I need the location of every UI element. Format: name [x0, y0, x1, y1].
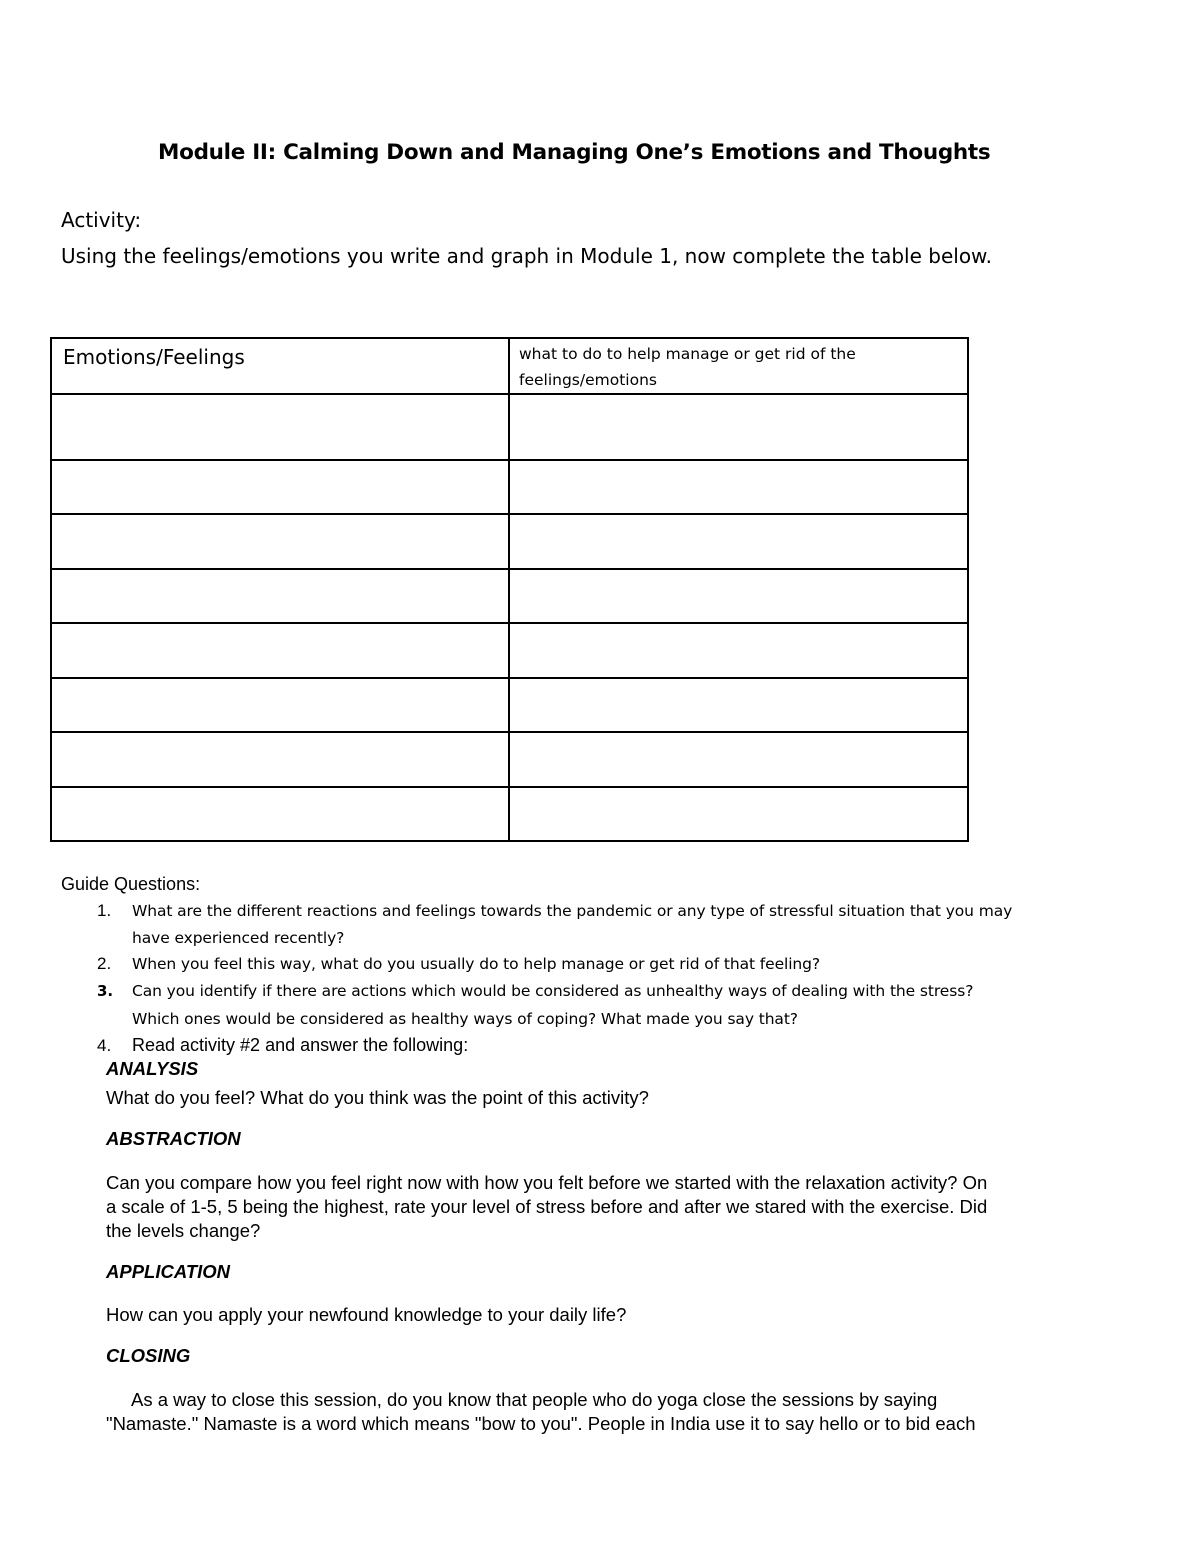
table-row [51, 787, 968, 841]
table-row [51, 569, 968, 623]
action-cell[interactable] [509, 732, 968, 787]
emotion-cell[interactable] [51, 569, 509, 623]
emotion-cell[interactable] [51, 787, 509, 841]
table-row [51, 514, 968, 569]
abstraction-heading: ABSTRACTION [106, 1128, 241, 1149]
question-text: What are the different reactions and feelings towards the pandemic or any type of stressful situation that you may [132, 902, 1013, 920]
closing-text-line: As a way to close this session, do you know that people who do yoga close the sessions by saying [131, 1389, 938, 1410]
emotions-table [50, 337, 969, 842]
analysis-heading: ANALYSIS [106, 1058, 199, 1079]
action-cell[interactable] [509, 787, 968, 841]
closing-heading: CLOSING [106, 1345, 191, 1366]
header-what-to-do-text: what to do to help manage or get rid of the feelings/emotions [519, 345, 856, 389]
activity-instruction: Using the feelings/emotions you write and graph in Module 1, now complete the table below. [61, 244, 992, 268]
guide-questions-label: Guide Questions: [61, 874, 201, 894]
application-heading: APPLICATION [106, 1261, 231, 1282]
abstraction-text-line: Can you compare how you feel right now with how you felt before we started with the relaxation activity? On [106, 1172, 988, 1193]
question-text: Can you identify if there are actions which would be considered as unhealthy ways of dealing with the stress? [132, 982, 974, 1000]
table-row [51, 678, 968, 732]
emotion-cell[interactable] [51, 732, 509, 787]
action-cell[interactable] [509, 678, 968, 732]
application-text: How can you apply your newfound knowledge to your daily life? [106, 1304, 627, 1325]
emotion-cell[interactable] [51, 514, 509, 569]
action-cell[interactable] [509, 394, 968, 460]
emotion-cell[interactable] [51, 678, 509, 732]
abstraction-text-line: the levels change? [106, 1220, 261, 1241]
question-text: When you feel this way, what do you usually do to help manage or get rid of that feeling? [132, 955, 821, 973]
question-text-continued: Which ones would be considered as healthy ways of coping? What made you say that? [132, 1010, 798, 1028]
question-number: 1. [97, 901, 112, 920]
table-row [51, 394, 968, 460]
emotion-cell[interactable] [51, 623, 509, 678]
question-number: 4. [97, 1036, 112, 1055]
emotion-cell[interactable] [51, 394, 509, 460]
table-row [51, 623, 968, 678]
action-cell[interactable] [509, 514, 968, 569]
question-number: 3. [97, 982, 114, 1000]
page-title: Module II: Calming Down and Managing One’s Emotions and Thoughts [158, 140, 991, 165]
question-number: 2. [97, 954, 112, 973]
header-what-to-do [509, 338, 968, 394]
action-cell[interactable] [509, 623, 968, 678]
question-text-continued: have experienced recently? [132, 929, 345, 947]
table-row [51, 460, 968, 514]
table-row [51, 732, 968, 787]
action-cell[interactable] [509, 569, 968, 623]
closing-text-line: "Namaste." Namaste is a word which means "bow to you". People in India use it to say hello or to bid each [106, 1413, 976, 1434]
abstraction-text-line: a scale of 1-5, 5 being the highest, rate your level of stress before and after we stared with the exercise. Did [106, 1196, 988, 1217]
emotion-cell[interactable] [51, 460, 509, 514]
table-header-row [51, 338, 968, 394]
header-emotions-feelings: Emotions/Feelings [51, 338, 509, 394]
action-cell[interactable] [509, 460, 968, 514]
activity-label: Activity: [61, 208, 142, 232]
question-text: Read activity #2 and answer the following: [132, 1035, 469, 1055]
analysis-text: What do you feel? What do you think was the point of this activity? [106, 1087, 649, 1108]
